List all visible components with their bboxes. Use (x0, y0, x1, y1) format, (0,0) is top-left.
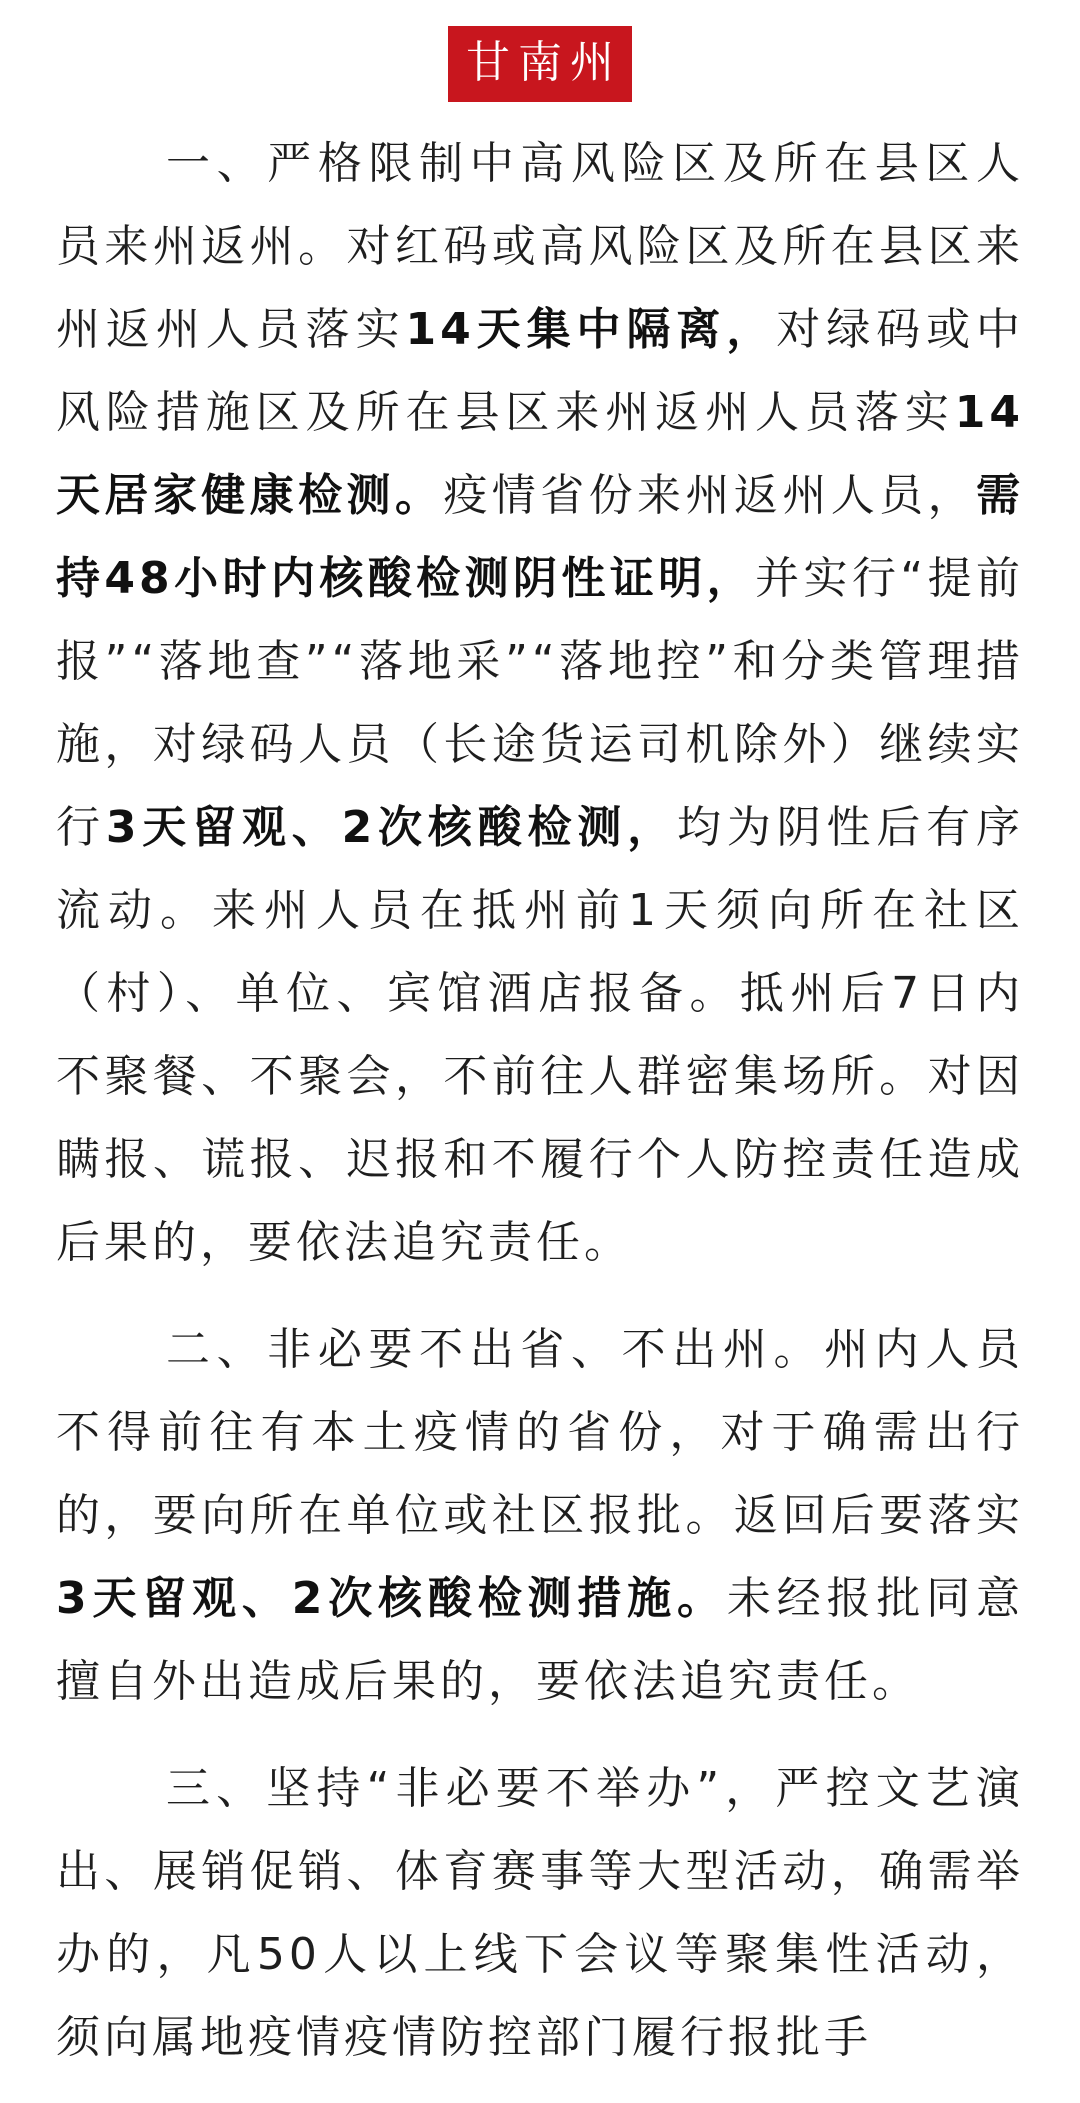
bold-run: 需持48小时内核酸检测阴性证明， (56, 470, 1025, 604)
bold-run: 3天留观、2次核酸检测， (105, 802, 678, 853)
document-body (56, 122, 1024, 2103)
bold-run: 14天集中隔离， (405, 304, 777, 355)
text-run: 疫情省份来州返州人员， (443, 470, 977, 521)
text-run: 二、非必要不出省、不出州。州内人员不得前往有本土疫情的省份，对于确需出行的，要向所在单位或社区报批。返回后要落实 (56, 1324, 1024, 1541)
text-run: 一、严格限制中高风险区及所在县区人员来州返州。对红码或高风险区及所在县区来州返州人员落实 (56, 138, 1024, 355)
text-run: 未经报批同意擅自外出造成后果的，要依法追究责任。 (56, 1573, 1025, 1707)
text-run: 均为阴性后有序流动。来州人员在抵州前1天须向所在社区（村）、单位、宾馆酒店报备。抵州后7日内不聚餐、不聚会，不前往人群密集场所。对因瞒报、谎报、迟报和不履行个人防控责任造成后果的，要依法追究责任。 (56, 802, 1025, 1268)
text-run: 三、坚持“非必要不举办”，严控文艺演出、展销促销、体育赛事等大型活动，确需举办的，凡50人以上线下会议等聚集性活动，须向属地疫情疫情防控部门履行报批手 (56, 1763, 1024, 2063)
paragraph-2 (56, 1308, 1024, 1723)
paragraph-3 (56, 1747, 1024, 2079)
bold-run: 14天居家健康检测。 (56, 387, 1024, 521)
text-run: 并实行“提前报”“落地查”“落地采”“落地控”和分类管理措施，对绿码人员（长途货运司机除外）继续实行 (56, 553, 1025, 853)
page-title: 甘南州 (448, 26, 632, 102)
paragraph-1 (56, 122, 1024, 1284)
title-area (0, 26, 1080, 102)
bold-run: 3天留观、2次核酸检测措施。 (56, 1573, 727, 1624)
text-run: 对绿码或中风险措施区及所在县区来州返州人员落实 (56, 304, 1025, 438)
